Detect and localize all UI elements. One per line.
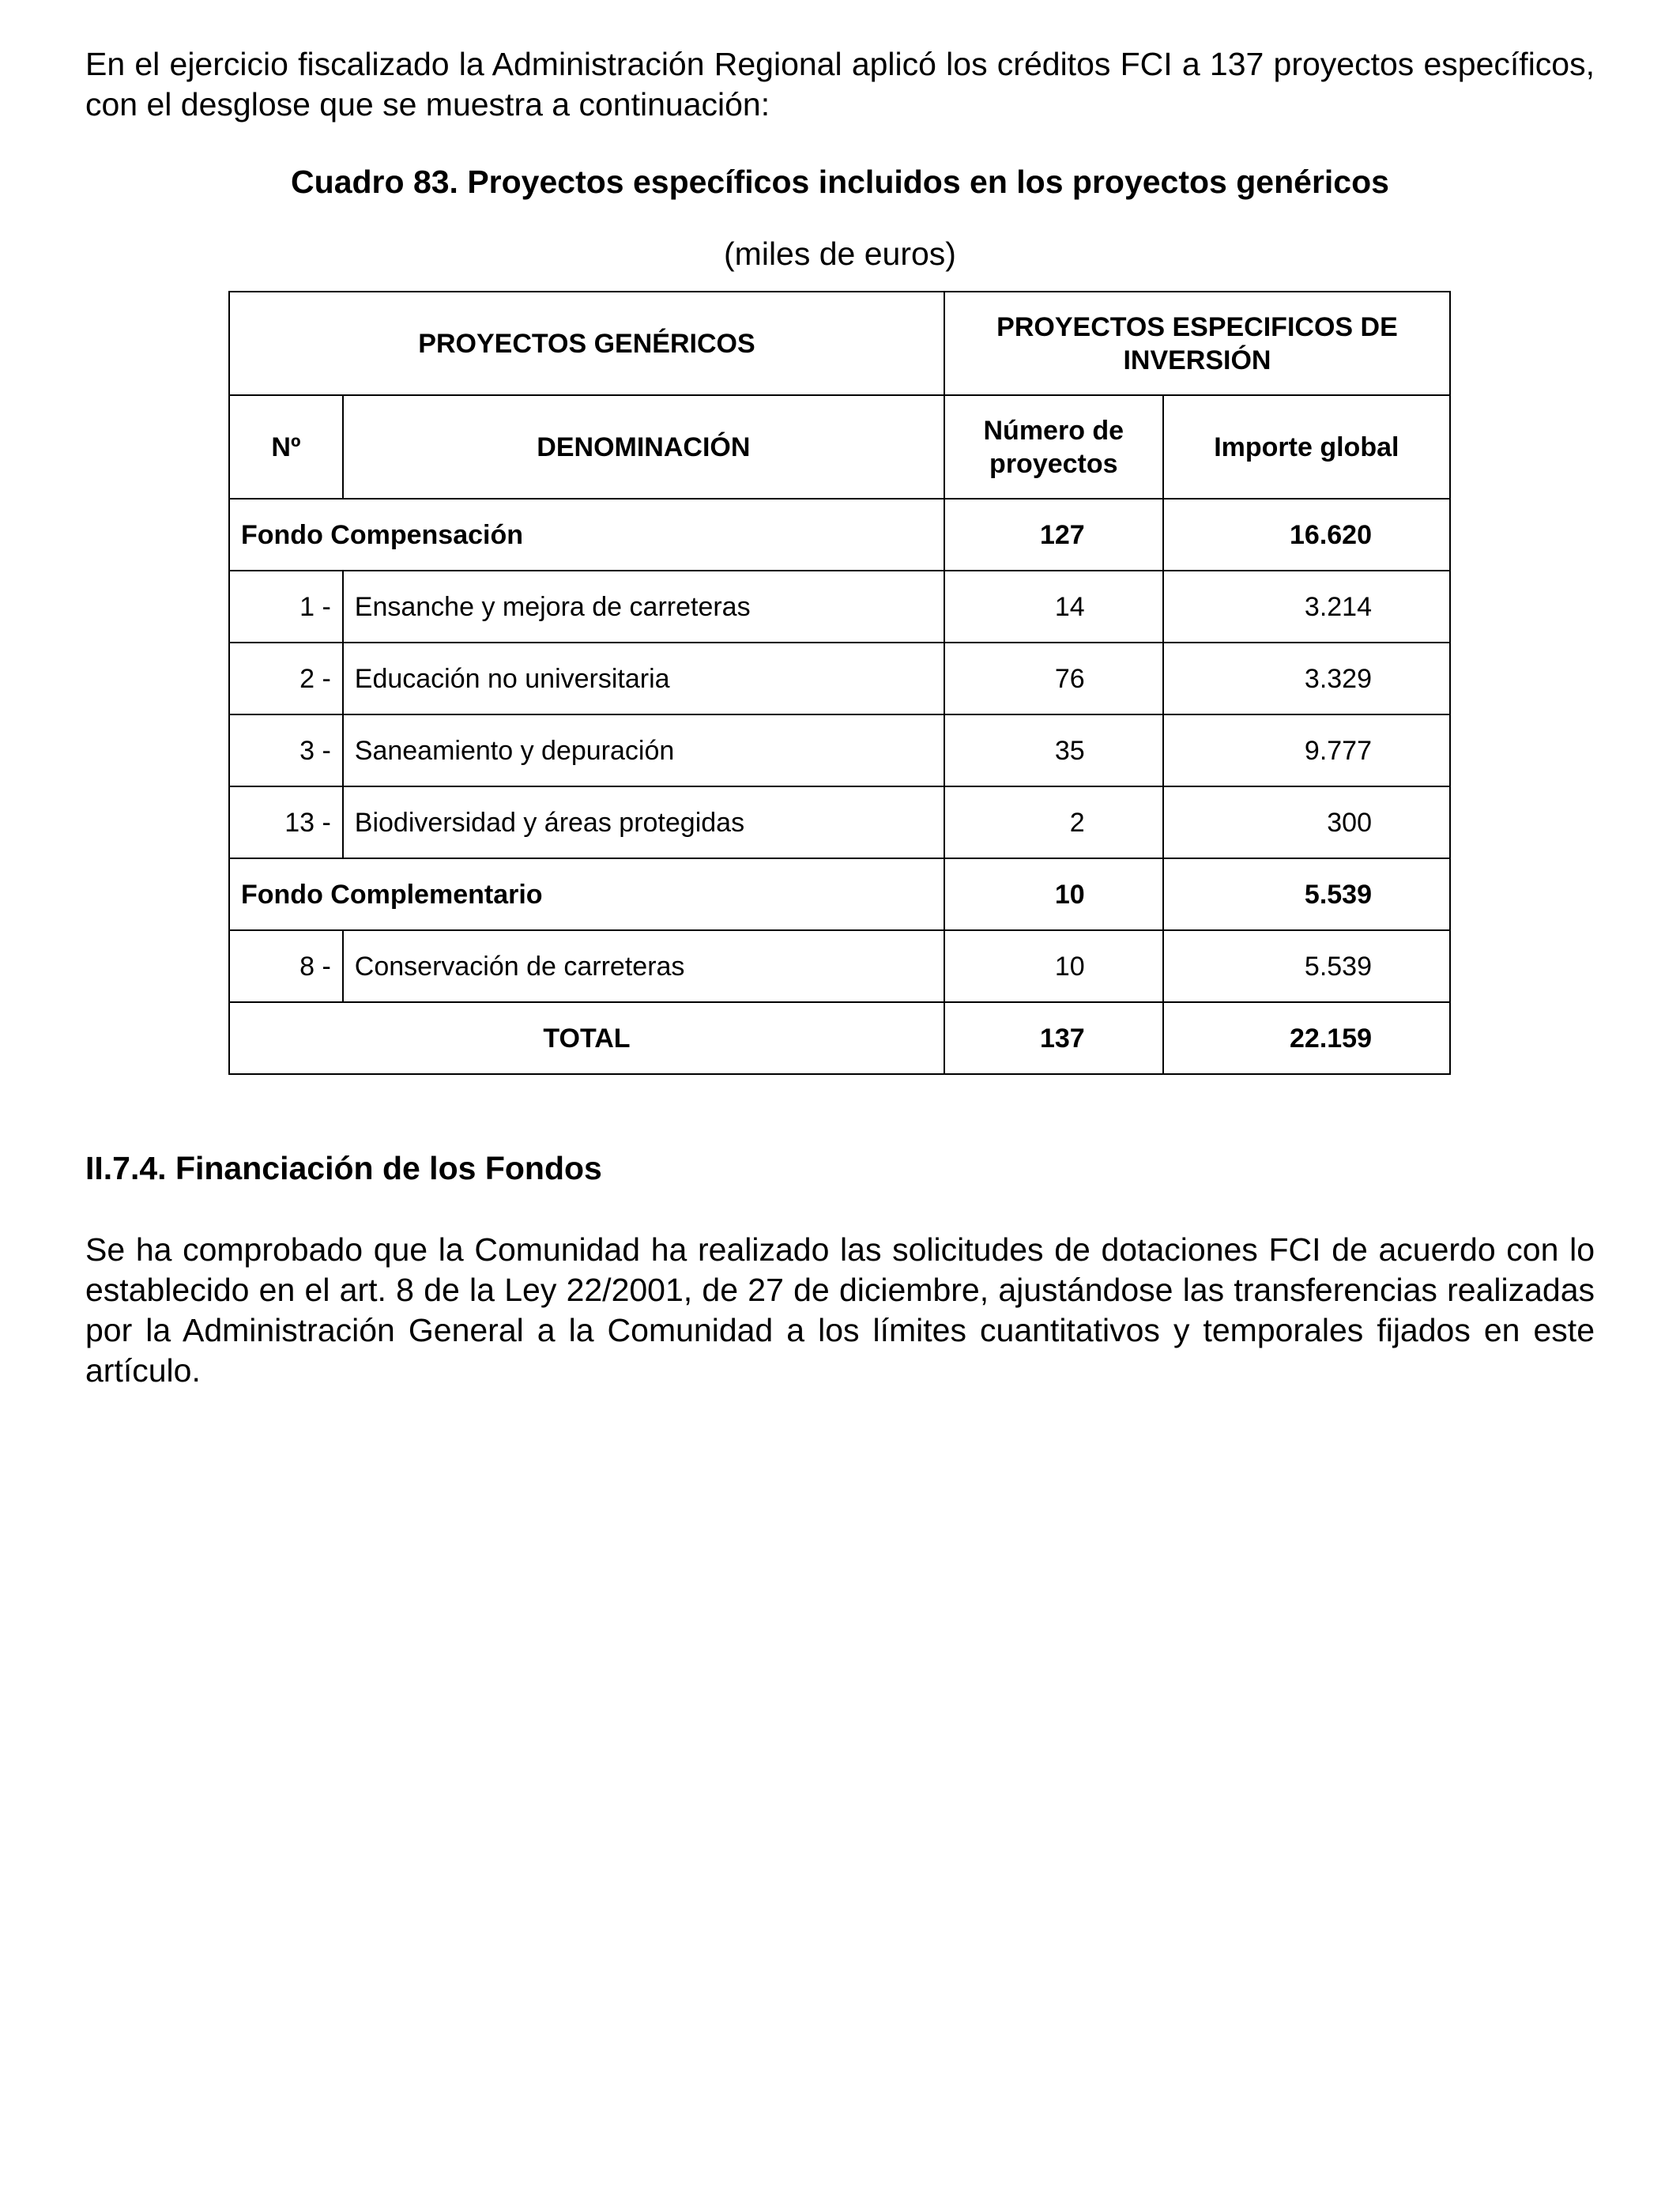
table-header-row-2 <box>229 395 1450 499</box>
group-amount: 5.539 <box>1163 858 1450 930</box>
group-count: 127 <box>944 499 1163 571</box>
row-count: 76 <box>944 643 1163 714</box>
total-label: TOTAL <box>229 1002 944 1074</box>
group-label: Fondo Compensación <box>229 499 944 571</box>
group-label: Fondo Complementario <box>229 858 944 930</box>
table-row-total <box>229 1002 1450 1074</box>
row-count: 2 <box>944 786 1163 858</box>
row-number: 8 - <box>229 930 343 1002</box>
header-numero: Nº <box>229 395 343 499</box>
row-amount: 300 <box>1163 786 1450 858</box>
table-row-group <box>229 499 1450 571</box>
total-count: 137 <box>944 1002 1163 1074</box>
header-numero-proyectos: Número de proyectos <box>944 395 1163 499</box>
row-denomination: Saneamiento y depuración <box>343 714 944 786</box>
group-count: 10 <box>944 858 1163 930</box>
row-number: 2 - <box>229 643 343 714</box>
table-row <box>229 930 1450 1002</box>
row-denomination: Conservación de carreteras <box>343 930 944 1002</box>
table-row-group <box>229 858 1450 930</box>
row-amount: 3.214 <box>1163 571 1450 643</box>
row-denomination: Biodiversidad y áreas protegidas <box>343 786 944 858</box>
header-denominacion: DENOMINACIÓN <box>343 395 944 499</box>
table-header-row-1 <box>229 292 1450 395</box>
row-number: 1 - <box>229 571 343 643</box>
row-count: 14 <box>944 571 1163 643</box>
table-title: Cuadro 83. Proyectos específicos incluidos en los proyectos genéricos <box>291 164 1389 200</box>
row-count: 35 <box>944 714 1163 786</box>
header-importe-global: Importe global <box>1163 395 1450 499</box>
header-proyectos-especificos: PROYECTOS ESPECIFICOS DE INVERSIÓN <box>944 292 1450 395</box>
row-amount: 3.329 <box>1163 643 1450 714</box>
closing-paragraph: Se ha comprobado que la Comunidad ha realizado las solicitudes de dotaciones FCI de acuerdo con lo establecido en el art. 8 de la Ley 22/2001, de 27 de diciembre, ajustándose las transferencias realizadas por la Administración General a la Comunidad a los límites cuantitativos y temporales fijados en este artículo. <box>85 1231 1595 1389</box>
table-row <box>229 571 1450 643</box>
header-proyectos-genericos: PROYECTOS GENÉRICOS <box>229 292 944 395</box>
projects-table <box>228 291 1451 1075</box>
intro-paragraph: En el ejercicio fiscalizado la Administración Regional aplicó los créditos FCI a 137 proyectos específicos, con el desglose que se muestra a continuación: <box>85 46 1595 123</box>
row-amount: 5.539 <box>1163 930 1450 1002</box>
table-subtitle: (miles de euros) <box>724 236 956 272</box>
row-denomination: Ensanche y mejora de carreteras <box>343 571 944 643</box>
row-amount: 9.777 <box>1163 714 1450 786</box>
row-denomination: Educación no universitaria <box>343 643 944 714</box>
total-amount: 22.159 <box>1163 1002 1450 1074</box>
table-row <box>229 643 1450 714</box>
row-number: 13 - <box>229 786 343 858</box>
table-row <box>229 714 1450 786</box>
table-row <box>229 786 1450 858</box>
group-amount: 16.620 <box>1163 499 1450 571</box>
row-number: 3 - <box>229 714 343 786</box>
row-count: 10 <box>944 930 1163 1002</box>
section-heading: II.7.4. Financiación de los Fondos <box>85 1150 602 1186</box>
